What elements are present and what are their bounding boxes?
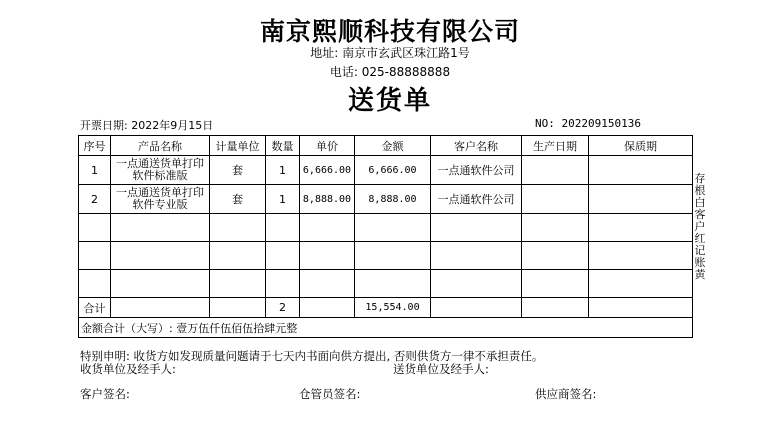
production-date xyxy=(522,156,589,185)
total-row xyxy=(79,298,693,318)
unit-price: 6,666.00 xyxy=(300,156,355,185)
receiver-label: 收货单位及经手人: xyxy=(80,362,176,376)
table-row xyxy=(79,156,693,185)
table-row xyxy=(79,185,693,214)
column-header: 金额 xyxy=(355,136,431,156)
quantity: 1 xyxy=(266,185,300,214)
total-quantity: 2 xyxy=(266,298,300,318)
customer-name: 一点通软件公司 xyxy=(431,185,522,214)
column-header: 数量 xyxy=(266,136,300,156)
column-header: 序号 xyxy=(79,136,111,156)
unit: 套 xyxy=(210,185,266,214)
empty-row xyxy=(79,270,693,298)
column-header: 生产日期 xyxy=(522,136,589,156)
unit-price: 8,888.00 xyxy=(300,185,355,214)
row-no: 2 xyxy=(79,185,111,214)
sender-label: 送货单位及经手人: xyxy=(393,362,489,376)
amount: 6,666.00 xyxy=(355,156,431,185)
product-name: 一点通送货单打印软件标准版 xyxy=(111,156,210,185)
company-address: 地址: 南京市玄武区珠江路1号 xyxy=(310,46,470,60)
quantity: 1 xyxy=(266,156,300,185)
column-header: 产品名称 xyxy=(111,136,210,156)
unit: 套 xyxy=(210,156,266,185)
amount-in-words: 金额合计（大写）: 壹万伍仟伍佰伍拾肆元整 xyxy=(79,318,693,338)
copy-distribution-note: 存根白客户红记账黄 xyxy=(694,172,706,281)
empty-row xyxy=(79,242,693,270)
amount-words-row xyxy=(79,318,693,338)
shelf-life xyxy=(589,156,693,185)
total-amount: 15,554.00 xyxy=(355,298,431,318)
company-name: 南京熙顺科技有限公司 xyxy=(259,17,520,46)
production-date xyxy=(522,185,589,214)
row-no: 1 xyxy=(79,156,111,185)
column-header: 客户名称 xyxy=(431,136,522,156)
customer-signature: 客户签名: xyxy=(80,387,130,401)
invoice-number: NO: 202209150136 xyxy=(535,117,641,130)
customer-name: 一点通软件公司 xyxy=(431,156,522,185)
column-header: 保质期 xyxy=(589,136,693,156)
warehouse-signature: 仓管员签名: xyxy=(299,387,361,401)
column-header: 计量单位 xyxy=(210,136,266,156)
shelf-life xyxy=(589,185,693,214)
product-name: 一点通送货单打印软件专业版 xyxy=(111,185,210,214)
total-label: 合计 xyxy=(79,298,111,318)
document-title: 送货单 xyxy=(347,86,432,116)
invoice-date: 开票日期: 2022年9月15日 xyxy=(80,119,214,132)
column-header: 单价 xyxy=(300,136,355,156)
special-statement: 特别申明: 收货方如发现质量问题请于七天内书面向供方提出, 否则供货方一律不承担责任。 xyxy=(80,349,544,363)
table-header-row xyxy=(79,136,693,156)
amount: 8,888.00 xyxy=(355,185,431,214)
delivery-table xyxy=(78,135,693,338)
company-phone: 电话: 025-88888888 xyxy=(329,65,451,79)
supplier-signature: 供应商签名: xyxy=(535,387,597,401)
empty-row xyxy=(79,214,693,242)
